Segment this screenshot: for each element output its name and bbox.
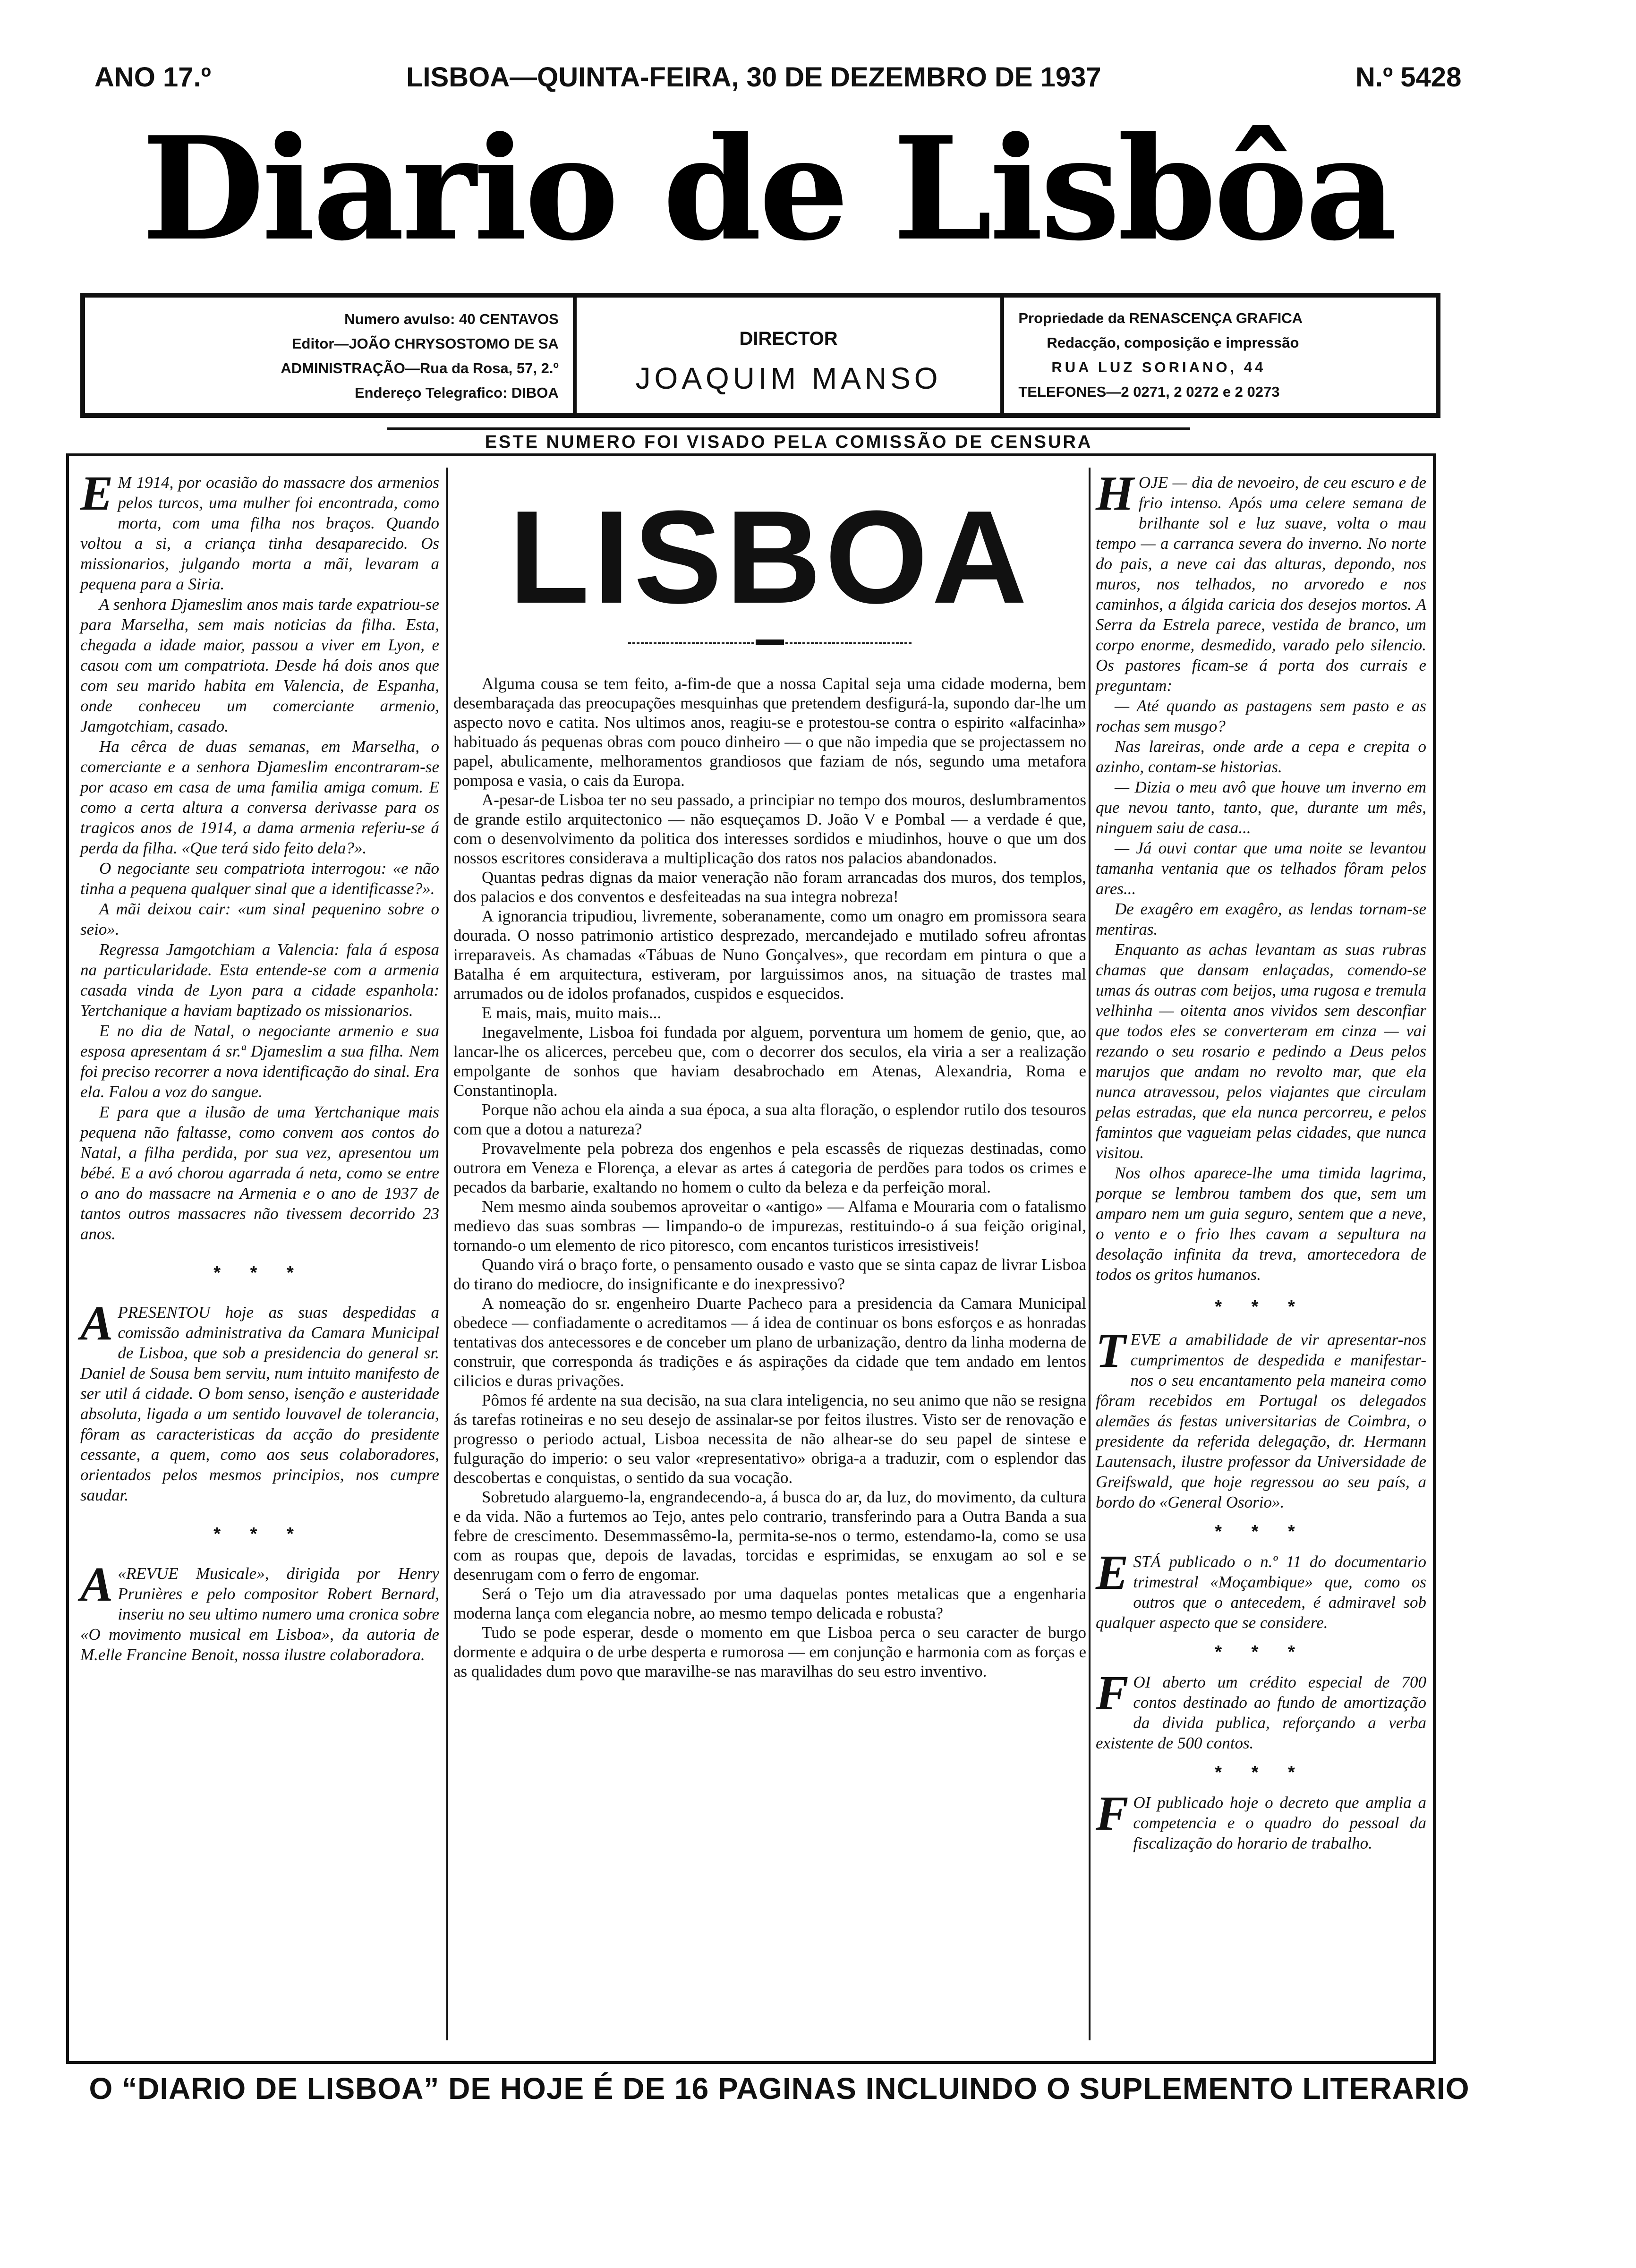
drop-cap: E	[1096, 1545, 1129, 1600]
section-separator: * * *	[213, 1524, 306, 1544]
paragraph: De exagêro em exagêro, as lendas tornam-se mentiras.	[1096, 900, 1426, 938]
section-separator: * * *	[1215, 1297, 1307, 1317]
paragraph: O negociante seu compatriota interrogou: «e não tinha a pequena qualquer sinal que a identificasse?».	[80, 859, 439, 898]
article-decree	[1096, 1786, 1426, 1853]
director-label: DIRECTOR	[739, 328, 838, 349]
paragraph: Enquanto as achas levantam as suas rubras chamas que dansam enlaçadas, comendo-se umas ás outras com beijos, uma rugosa e tremula velhinha — oitenta anos vividos sem desconfiar que todos eles se converteram em cinza — vai rezando o seu rosario e pedindo a Deus pelos marujos que andam no revolto mar, que ela nunca atravessou, pelos viajantes que circulam pelas estradas, que ela nunca percorreu, e pelos famintos que vagueiam pelas cidades, que nunca visitou.	[1096, 940, 1426, 1162]
info-right	[1004, 298, 1436, 413]
article-german-delegation	[1096, 1323, 1426, 1512]
headline: LISBOA	[509, 484, 1031, 631]
dateline	[71, 57, 1507, 99]
editorial-body	[453, 674, 1086, 1681]
paragraph: PRESENTOU hoje as suas despedidas a comissão administrativa da Camara Municipal de Lisboa, que sob a presidencia do general sr. Daniel de Sousa bem serviu, num intuito manifesto de ser util á cidade. O bom senso, isenção e austeridade absoluta, ligada a um sentido louvavel de tolerancia, fôram as caracteristicas da acção do presidente cessante, a quem, como aos seus colaboradores, orientados pelos mesmos principios, nos cumpre saudar.	[80, 1303, 439, 1504]
drop-cap: T	[1096, 1323, 1126, 1378]
paragraph: Alguma cousa se tem feito, a-fim-de que a nossa Capital seja uma cidade moderna, bem desembaraçada das preocupações mesquinhas que pretendem desfigurá-la, supondo dar-lhe um aspecto novo e catita. Nos ultimos anos, reagiu-se e protestou-se contra o espirito «alfacinha» habituado ás pequenas obras com pouco dinheiro — o que não impedia que se projectassem no papel, abulicamente, melhoramentos grandiosos que faziam de nós, segundo uma metafora pomposa e vasia, o cais da Europa.	[453, 674, 1086, 790]
paragraph: STÁ publicado o n.º 11 do documentario trimestral «Moçambique» que, como os outros que o antecedem, é admiravel sob qualquer aspecto que se considere.	[1096, 1552, 1426, 1632]
drop-cap: E	[80, 466, 113, 520]
paragraph: EVE a amabilidade de vir apresentar-nos cumprimentos de despedida e manifestar-nos o seu encantamento pela maneira como fôram recebidos em Portugal os delegados alemães ás festas universitarias de Coimbra, o presidente da referida delegação, dr. Hermann Lautensach, ilustre professor da Universidade de Greifswald, que hoje regressou ao seu país, a bordo do «General Osorio».	[1096, 1330, 1426, 1511]
price-line: Numero avulso: 40 CENTAVOS	[344, 311, 559, 327]
article-revue-musicale	[80, 1557, 439, 1665]
paragraph: E mais, mais, muito mais...	[482, 1004, 662, 1022]
section-separator: * * *	[213, 1263, 306, 1283]
paragraph: A mãi deixou cair: «um sinal pequenino sobre o seio».	[80, 900, 439, 938]
headline-divider	[628, 642, 912, 646]
paragraph: Porque não achou ela ainda a sua época, a sua alta floração, o esplendor rutilo dos tesouros com que a dotou a natureza?	[453, 1100, 1086, 1138]
article-winter-day	[1096, 466, 1426, 1285]
paragraph: Sobretudo alarguemo-la, engrandecendo-a, á busca do ar, da luz, do movimento, da cultura e da vida. Não a furtemos ao Tejo, antes pelo contrario, transferindo para a Outra Banda a sua febre de crescimento. Desemmassêmo-la, permita-se-nos o termo, estendamo-la, como se usa com as roupas que, depois de lavadas, torcidas e esprimidas, se enxugam ao sol e se desenrugam com o ferro de engomar.	[453, 1488, 1086, 1584]
newspaper-masthead: Diario de Lisbôa	[142, 105, 1395, 272]
paragraph: — Dizia o meu avô que houve um inverno em que nevou tanto, tanto, que, durante um mês, ninguem saiu de casa...	[1096, 778, 1426, 837]
drop-cap: A	[80, 1296, 113, 1350]
place-date: LISBOA—QUINTA-FEIRA, 30 DE DEZEMBRO DE 1937	[406, 62, 1101, 93]
paragraph: Ha cêrca de duas semanas, em Marselha, o comerciante e a senhora Djameslim encontraram-se por acaso em casa de uma familia amiga comum. E como a certa altura a conversa derivasse para os tragicos anos de 1914, a dama armenia referiu-se á perda da filha. «Que terá sido feito dela?».	[80, 737, 439, 857]
paragraph: A-pesar-de Lisboa ter no seu passado, a principiar no tempo dos mouros, deslumbramentos de grande estilo arquitectonico — não esqueçamos D. João V e Pombal — a verdade é que, com o desenvolvimento da politica dos interesses sordidos e miudinhos, houve o que um dos nossos escritores considerava a multiplicação dos ratos nos palacios abandonados.	[453, 791, 1086, 867]
center-column	[453, 472, 1086, 1681]
paragraph: Nem mesmo ainda soubemos aproveitar o «antigo» — Alfama e Mouraria com o fatalismo medievo das suas sombras — limpando-o de impurezas, restituindo-o á sua feição original, tornando-o um elemento de rico pitoresco, com encantos turisticos irresistiveis!	[453, 1197, 1086, 1254]
paragraph: M 1914, por ocasião do massacre dos armenios pelos turcos, uma mulher foi encontrada, como morta, com uma filha nos braços. Quando voltou a si, a criança tinha desaparecido. Os missionarios, julgando morta a mãi, levaram a pequena para a Siria.	[80, 473, 439, 593]
article-camara-municipal	[80, 1296, 439, 1505]
section-separator: * * *	[1215, 1642, 1307, 1662]
bottom-banner: O “DIARIO DE LISBOA” DE HOJE É DE 16 PAGINAS INCLUINDO O SUPLEMENTO LITERARIO	[89, 2072, 1470, 2106]
paragraph: Tudo se pode esperar, desde o momento em que Lisboa perca o seu caracter de burgo dormente e adquira o de urbe desperta e rumorosa — em conjunção e harmonia com as forças e as qualidades dum povo que maravilhe-se nas maravilhas do seu estro inventivo.	[453, 1623, 1086, 1680]
paragraph: OJE — dia de nevoeiro, de ceu escuro e de frio intenso. Após uma celere semana de brilhante sol e luz suave, volta o mau tempo — a carranca severa do inverno. No norte do pais, a neve cai das alturas, depondo, nos muros, nos telhados, no arvoredo e nos caminhos, a álgida caricia dos desejos mortos. A Serra da Estrela parece, vestida de branco, um corpo enorme, desmedido, varado pelo silencio. Os pastores ficam-se á porta dos currais e preguntam:	[1096, 473, 1426, 695]
editor-line: Editor—JOÃO CHRYSOSTOMO DE SA	[291, 335, 559, 352]
paragraph: — Até quando as pastagens sem pasto e as rochas sem musgo?	[1096, 697, 1426, 735]
article-credit	[1096, 1666, 1426, 1753]
censor-notice: ESTE NUMERO FOI VISADO PELA COMISSÃO DE CENSURA	[387, 427, 1190, 452]
administration-line: ADMINISTRAÇÃO—Rua da Rosa, 57, 2.º	[281, 360, 559, 376]
paragraph: E no dia de Natal, o negociante armenio e sua esposa apresentam á sr.ª Djameslim a sua filha. Nem foi preciso recorrer a nova identificação do sinal. Era ela. Falou a voz do sangue.	[80, 1022, 439, 1101]
paragraph: — Já ouvi contar que uma noite se levantou tamanha ventania que os telhados fôram pelos ares...	[1096, 839, 1426, 898]
paragraph: Provavelmente pela pobreza dos engenhos e pela escassês de riquezas destinadas, como outrora em Veneza e Florença, a elevar as artes á categoria de perdões para todos os crimes e pecados da barbarie, exaltando no homem o culto da beleza e da perfeição moral.	[453, 1139, 1086, 1196]
issue-number: N.º 5428	[1355, 62, 1462, 93]
owner-line: Propriedade da RENASCENÇA GRAFICA	[1018, 310, 1303, 326]
paragraph: Quando virá o braço forte, o pensamento ousado e vasto que se sinta capaz de livrar Lisboa do tirano do mediocre, do insignificante e do inexpressivo?	[453, 1255, 1086, 1293]
section-separator: * * *	[1215, 1522, 1307, 1542]
article-mocambique	[1096, 1545, 1426, 1633]
section-separator: * * *	[1215, 1763, 1307, 1782]
article-armenian-mother	[80, 466, 439, 1244]
phone-line: TELEFONES—2 0271, 2 0272 e 2 0273	[1018, 384, 1280, 400]
paragraph: Regressa Jamgotchiam a Valencia: fala á esposa na particularidade. Esta entende-se com a armenia casada vinda de Lyon para a cidade espanhola: Yertchanique a haviam baptizado os missionarios.	[80, 940, 439, 1020]
paragraph: Inegavelmente, Lisboa foi fundada por alguem, porventura um homem de genio, que, ao lancar-lhe os alicerces, percebeu que, com o decorrer dos seculos, ela viria a ser a realização empolgante de sonhos que haviam desabrochado em Atenas, Alexandria, Roma e Constantinopla.	[453, 1023, 1086, 1100]
telegraph-line: Endereço Telegrafico: DIBOA	[355, 384, 559, 401]
info-director	[573, 298, 1005, 413]
paragraph: E para que a ilusão de uma Yertchanique mais pequena não faltasse, como convem aos contos do Natal, a filha perdida, por sua vez, apresentou um bébé. E a avó chorou agarrada á neta, como se entre o ano do massacre na Armenia e o ano de 1937 de tantos outros massacres não tivessem decorrido 23 anos.	[80, 1103, 439, 1243]
drop-cap: H	[1096, 466, 1134, 520]
director-name: JOAQUIM MANSO	[635, 361, 942, 395]
column-rule-right	[1089, 468, 1091, 2040]
paragraph: Nas lareiras, onde arde a cepa e crepita o azinho, contam-se historias.	[1096, 737, 1426, 776]
drop-cap: F	[1096, 1666, 1129, 1720]
drop-cap: A	[80, 1557, 113, 1611]
drop-cap: F	[1096, 1786, 1129, 1841]
right-column	[1096, 466, 1426, 1853]
paragraph: A senhora Djameslim anos mais tarde expatriou-se para Marselha, sem mais noticias da filha. Esta, chegada a idade maior, passou a viver em Lyon, e casou com um compatriota. Desde há dois anos que com seu marido habita em Valencia, de Espanha, onde conheceu um comerciante armenio, Jamgotchiam, casado.	[80, 595, 439, 735]
editorial-line: Redacção, composição e impressão	[1047, 334, 1299, 351]
address-line: RUA LUZ SORIANO, 44	[1051, 359, 1266, 375]
paragraph: «REVUE Musicale», dirigida por Henry Prunières e pelo compositor Robert Bernard, inseriu no seu ultimo numero uma cronica sobre «O movimento musical em Lisboa», da autoria de M.elle Francine Benoit, nossa ilustre colaboradora.	[80, 1564, 439, 1664]
column-rule-left	[446, 468, 448, 2040]
paragraph: Pômos fé ardente na sua decisão, na sua clara inteligencia, no seu animo que não se resigna ás tarefas rotineiras e no seu desejo de assinalar-se por feitos ilustres. Visto ser de renovação e progresso o periodo actual, Lisboa necessita de não alhear-se do seu papel de sintese e fulguração do imperio: o seu valor «representativo» obriga-a a traduzir, com o esplendor das descobertas e conquistas, o sentido da sua vocação.	[453, 1391, 1086, 1487]
paragraph: Será o Tejo um dia atravessado por uma daquelas pontes metalicas que a engenharia moderna lança com elegancia nobre, ao mesmo tempo delicada e robusta?	[453, 1585, 1086, 1622]
left-column	[80, 466, 439, 1665]
paragraph: A ignorancia tripudiou, livremente, soberanamente, como um onagro em promissora seara dourada. O nosso patrimonio artistico desprezado, mercandejado e mutilado sofreu afrontas irreparaveis. As chamadas «Tábuas de Nuno Gonçalves», que recordam em pintura o que a Batalha é em arquitectura, estiveram, por larguissimos anos, na situação de trastes mal arrumados ou de idolos profanados, cuspidos e esquecidos.	[453, 907, 1086, 1003]
paragraph: OI aberto um crédito especial de 700 contos destinado ao fundo de amortização da divida publica, reforçando a verba existente de 500 contos.	[1096, 1673, 1426, 1752]
paragraph: Quantas pedras dignas da maior veneração não foram arrancadas dos muros, dos templos, dos palacios e dos conventos e desfeiteadas na sua integra nobreza!	[453, 868, 1086, 906]
info-left	[85, 298, 573, 413]
paragraph: Nos olhos aparece-lhe uma timida lagrima, porque se lembrou tambem dos que, sem um amparo nem um guia seguro, sentem que a neve, o vento e o frio lhes cavam a sepultura na desolação infinita da treva, amortecedora de todos os gritos humanos.	[1096, 1164, 1426, 1284]
paragraph: A nomeação do sr. engenheiro Duarte Pacheco para a presidencia da Camara Municipal obedece — confiadamente o acreditamos — á idea de continuar os bons esforços e as honradas tentativas dos antecessores e de conceber um plano de urbanização, dentro da linha moderna de construir, que corresponda ás tradições e ás aspirações da cidade que tem andado em lentos cilicios e duras privações.	[453, 1294, 1086, 1390]
info-box	[80, 293, 1440, 418]
year-label: ANO 17.º	[94, 62, 211, 93]
paragraph: OI publicado hoje o decreto que amplia a competencia e o quadro do pessoal da fiscalização do horario de trabalho.	[1133, 1793, 1426, 1852]
